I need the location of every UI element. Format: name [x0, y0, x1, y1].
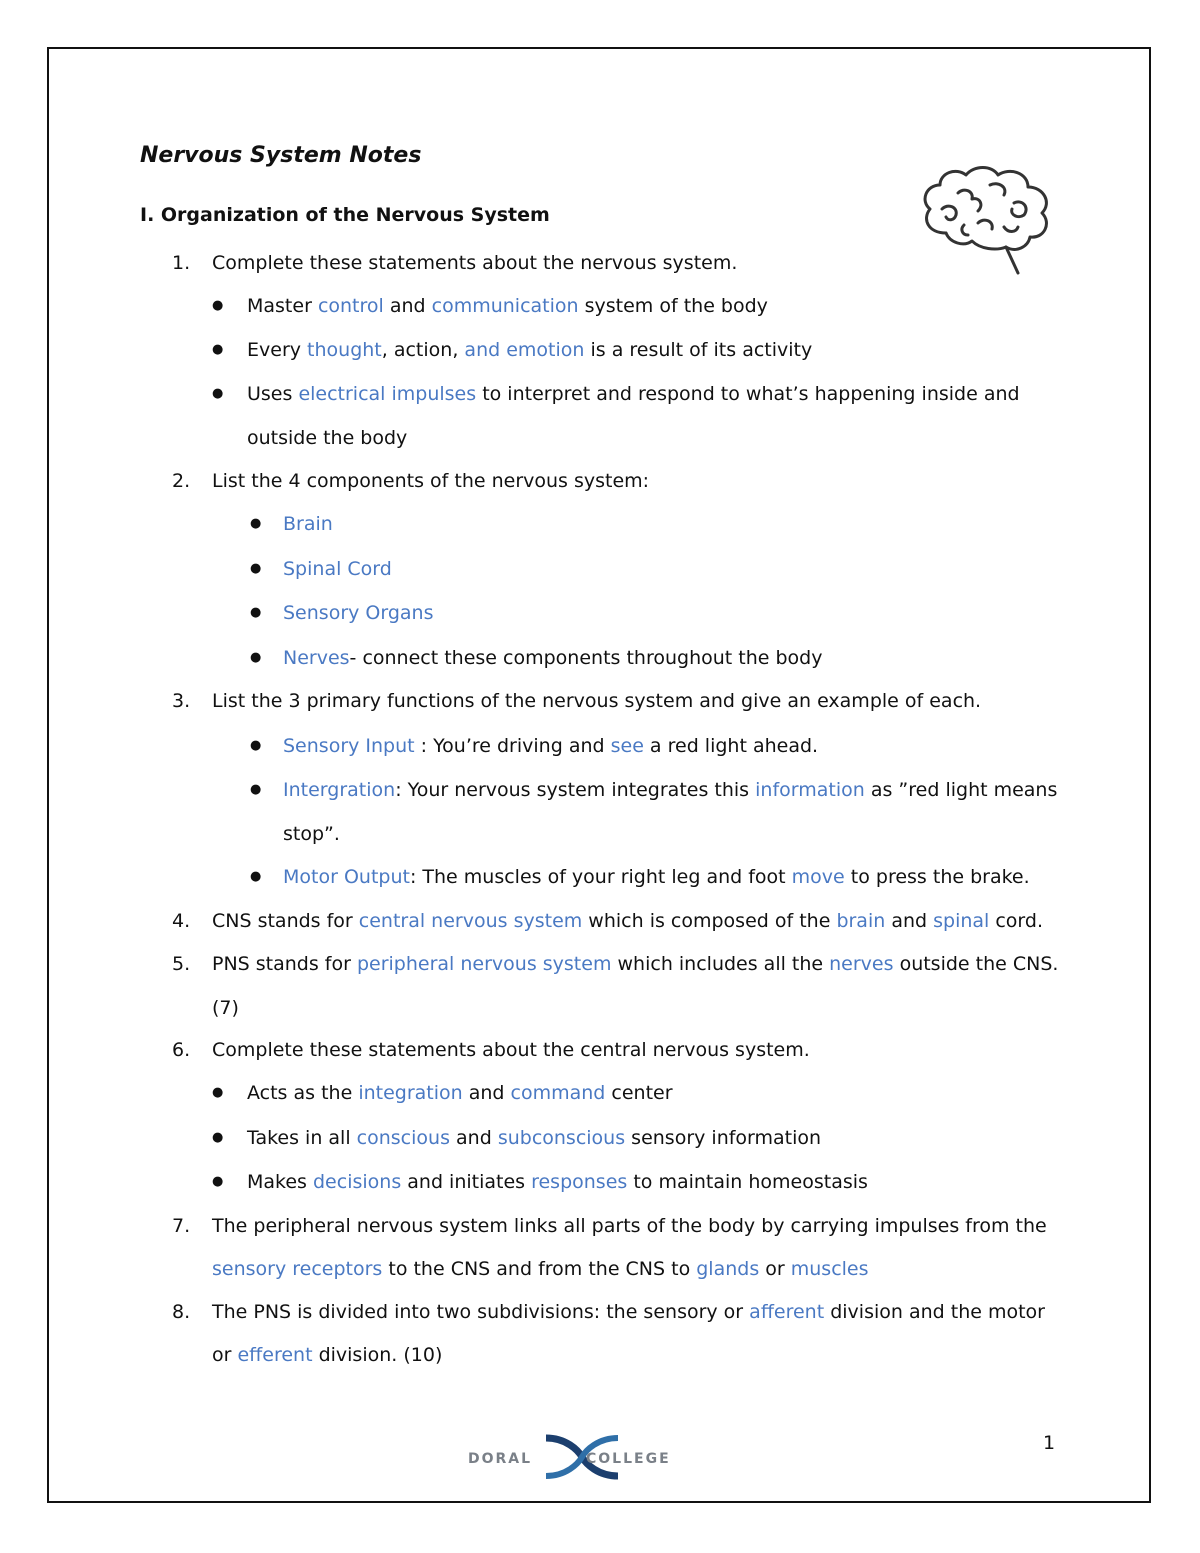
bullet-icon: ● [250, 561, 262, 576]
q1-bullet-3: Uses electrical impulses to interpret and respond to what’s happening inside and [247, 383, 1020, 405]
bullet-icon: ● [250, 738, 262, 753]
q1-number: 1. [172, 252, 191, 274]
q8-number: 8. [172, 1301, 191, 1323]
q6-bullet-1: Acts as the integration and command center [247, 1082, 673, 1104]
q7-text-continued: sensory receptors to the CNS and from the CNS to glands or muscles [212, 1258, 869, 1280]
q5-text-continued: (7) [212, 997, 239, 1019]
q5-text: PNS stands for peripheral nervous system which includes all the nerves outside the CNS. [212, 953, 1059, 975]
q5-number: 5. [172, 953, 191, 975]
q3-text: List the 3 primary functions of the nervous system and give an example of each. [212, 690, 982, 712]
q3-bullet-3: Motor Output: The muscles of your right leg and foot move to press the brake. [283, 866, 1030, 888]
q2-bullet-3: Sensory Organs [283, 602, 434, 624]
section-heading: I. Organization of the Nervous System [140, 204, 550, 226]
doral-college-logo [466, 1432, 698, 1482]
bullet-icon: ● [250, 516, 262, 531]
q1-bullet-2: Every thought, action, and emotion is a result of its activity [247, 339, 813, 361]
page-number: 1 [1043, 1432, 1056, 1454]
q2-text: List the 4 components of the nervous system: [212, 470, 650, 492]
q6-text: Complete these statements about the central nervous system. [212, 1039, 810, 1061]
q1-bullet-1: Master control and communication system of the body [247, 295, 768, 317]
page-title: Nervous System Notes [140, 143, 422, 168]
q8-text-continued: or efferent division. (10) [212, 1344, 443, 1366]
logo-text-college: COLLEGE [586, 1451, 671, 1467]
bullet-icon: ● [250, 650, 262, 665]
bullet-icon: ● [212, 1085, 224, 1100]
brain-icon [918, 163, 1058, 275]
q3-number: 3. [172, 690, 191, 712]
q6-number: 6. [172, 1039, 191, 1061]
bullet-icon: ● [250, 869, 262, 884]
logo-text-doral: DORAL [468, 1451, 533, 1467]
q1-text: Complete these statements about the nervous system. [212, 252, 738, 274]
bullet-icon: ● [250, 605, 262, 620]
q7-number: 7. [172, 1215, 191, 1237]
q3-bullet-2-continued: stop”. [283, 823, 340, 845]
bullet-icon: ● [250, 782, 262, 797]
bullet-icon: ● [212, 386, 224, 401]
q6-bullet-2: Takes in all conscious and subconscious sensory information [247, 1127, 822, 1149]
bullet-icon: ● [212, 298, 224, 313]
bullet-icon: ● [212, 1174, 224, 1189]
q2-bullet-4: Nerves- connect these components throughout the body [283, 647, 823, 669]
q2-bullet-2: Spinal Cord [283, 558, 392, 580]
q7-text: The peripheral nervous system links all parts of the body by carrying impulses from the [212, 1215, 1047, 1237]
bullet-icon: ● [212, 1130, 224, 1145]
q4-text: CNS stands for central nervous system which is composed of the brain and spinal cord. [212, 910, 1044, 932]
q6-bullet-3: Makes decisions and initiates responses to maintain homeostasis [247, 1171, 868, 1193]
q2-bullet-1: Brain [283, 513, 333, 535]
q3-bullet-1: Sensory Input : You’re driving and see a red light ahead. [283, 735, 819, 757]
q4-number: 4. [172, 910, 191, 932]
q2-number: 2. [172, 470, 191, 492]
bullet-icon: ● [212, 342, 224, 357]
q1-bullet-3-continued: outside the body [247, 427, 408, 449]
q3-bullet-2: Intergration: Your nervous system integrates this information as ”red light means [283, 779, 1058, 801]
q8-text: The PNS is divided into two subdivisions: the sensory or afferent division and the motor [212, 1301, 1045, 1323]
